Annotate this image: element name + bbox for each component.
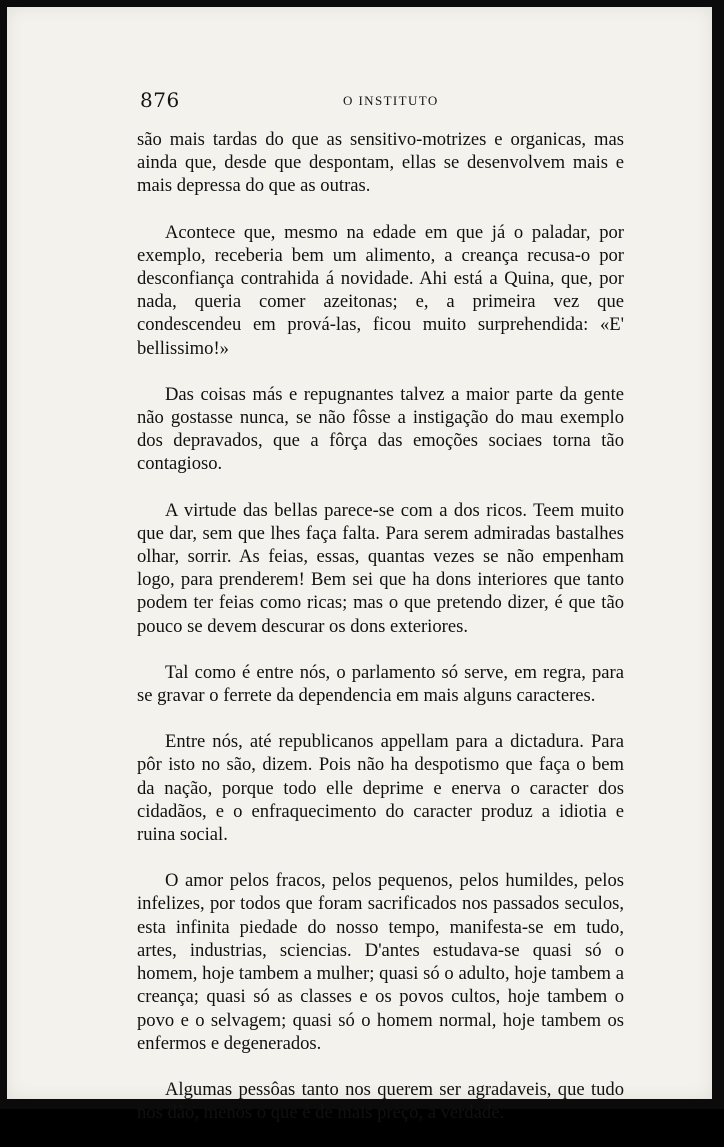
page-number: 876 [140,88,180,112]
page-header [140,88,595,118]
body-text [137,128,624,1147]
paragraph-dictadura: Entre nós, até republicanos appellam para a dictadura. Para pôr isto no são, dizem. Pois não ha despotismo que faça o bem da nação, porque todo elle deprime e enerva o caracter dos cidadãos, e o enfraquecimento do caracter produz a idiotia e ruina social. [137,731,624,846]
paragraph-continuation: são mais tardas do que as sensitivo-motrizes e organicas, mas ainda que, desde que despontam, ellas se desenvolvem mais e mais depressa do que as outras. [137,129,624,197]
paragraph-coisas-mas: Das coisas más e repugnantes talvez a maior parte da gente não gostasse nunca, se não fôsse a instigação do mau exemplo dos depravados, que a fôrça das emoções sociaes torna tão contagioso. [137,383,624,475]
paragraph-virtude-bellas: A virtude das bellas parece-se com a dos ricos. Teem muito que dar, sem que lhes faça falta. Para serem admiradas bastalhes olhar, sorrir. As feias, essas, quantas vezes se não empenham logo, para prenderem! Bem sei que ha dons interiores que tanto podem ter feias como ricas; mas o que pretendo dizer, é que tão pouco se devem descurar os dons exteriores. [137,499,624,637]
paragraph-parlamento: Tal como é entre nós, o parlamento só serve, em regra, para se gravar o ferrete da dependencia em mais alguns caracteres. [137,661,624,707]
paragraph-verdade: Algumas pessôas tanto nos querem ser agradaveis, que tudo nos dão, menos o que é de mais preço, a verdade. [137,1078,624,1124]
running-head: O INSTITUTO [343,93,439,108]
paragraph-quina: Acontece que, mesmo na edade em que já o paladar, por exemplo, receberia bem um alimento, a creança recusa-o por desconfiança contrahida á novidade. Ahi está a Quina, que, por nada, queria comer azeitonas; e, a primeira vez que condescendeu em prová-las, ficou muito surprehendida: «E' bellissimo!» [137,221,624,359]
paragraph-amor-fracos: O amor pelos fracos, pelos pequenos, pelos humildes, pelos infelizes, por todos que foram sacrificados nos passados seculos, esta infinita piedade do nosso tempo, manifesta-se em tudo, artes, industrias, sciencias. D'antes estudava-se quasi só o homem, hoje tambem a mulher; quasi só o adulto, hoje tambem a creança; quasi só as classes e os povos cultos, hoje tambem o povo e o selvagem; quasi só o homem normal, hoje tambem os enfermos e degenerados. [137,870,624,1054]
